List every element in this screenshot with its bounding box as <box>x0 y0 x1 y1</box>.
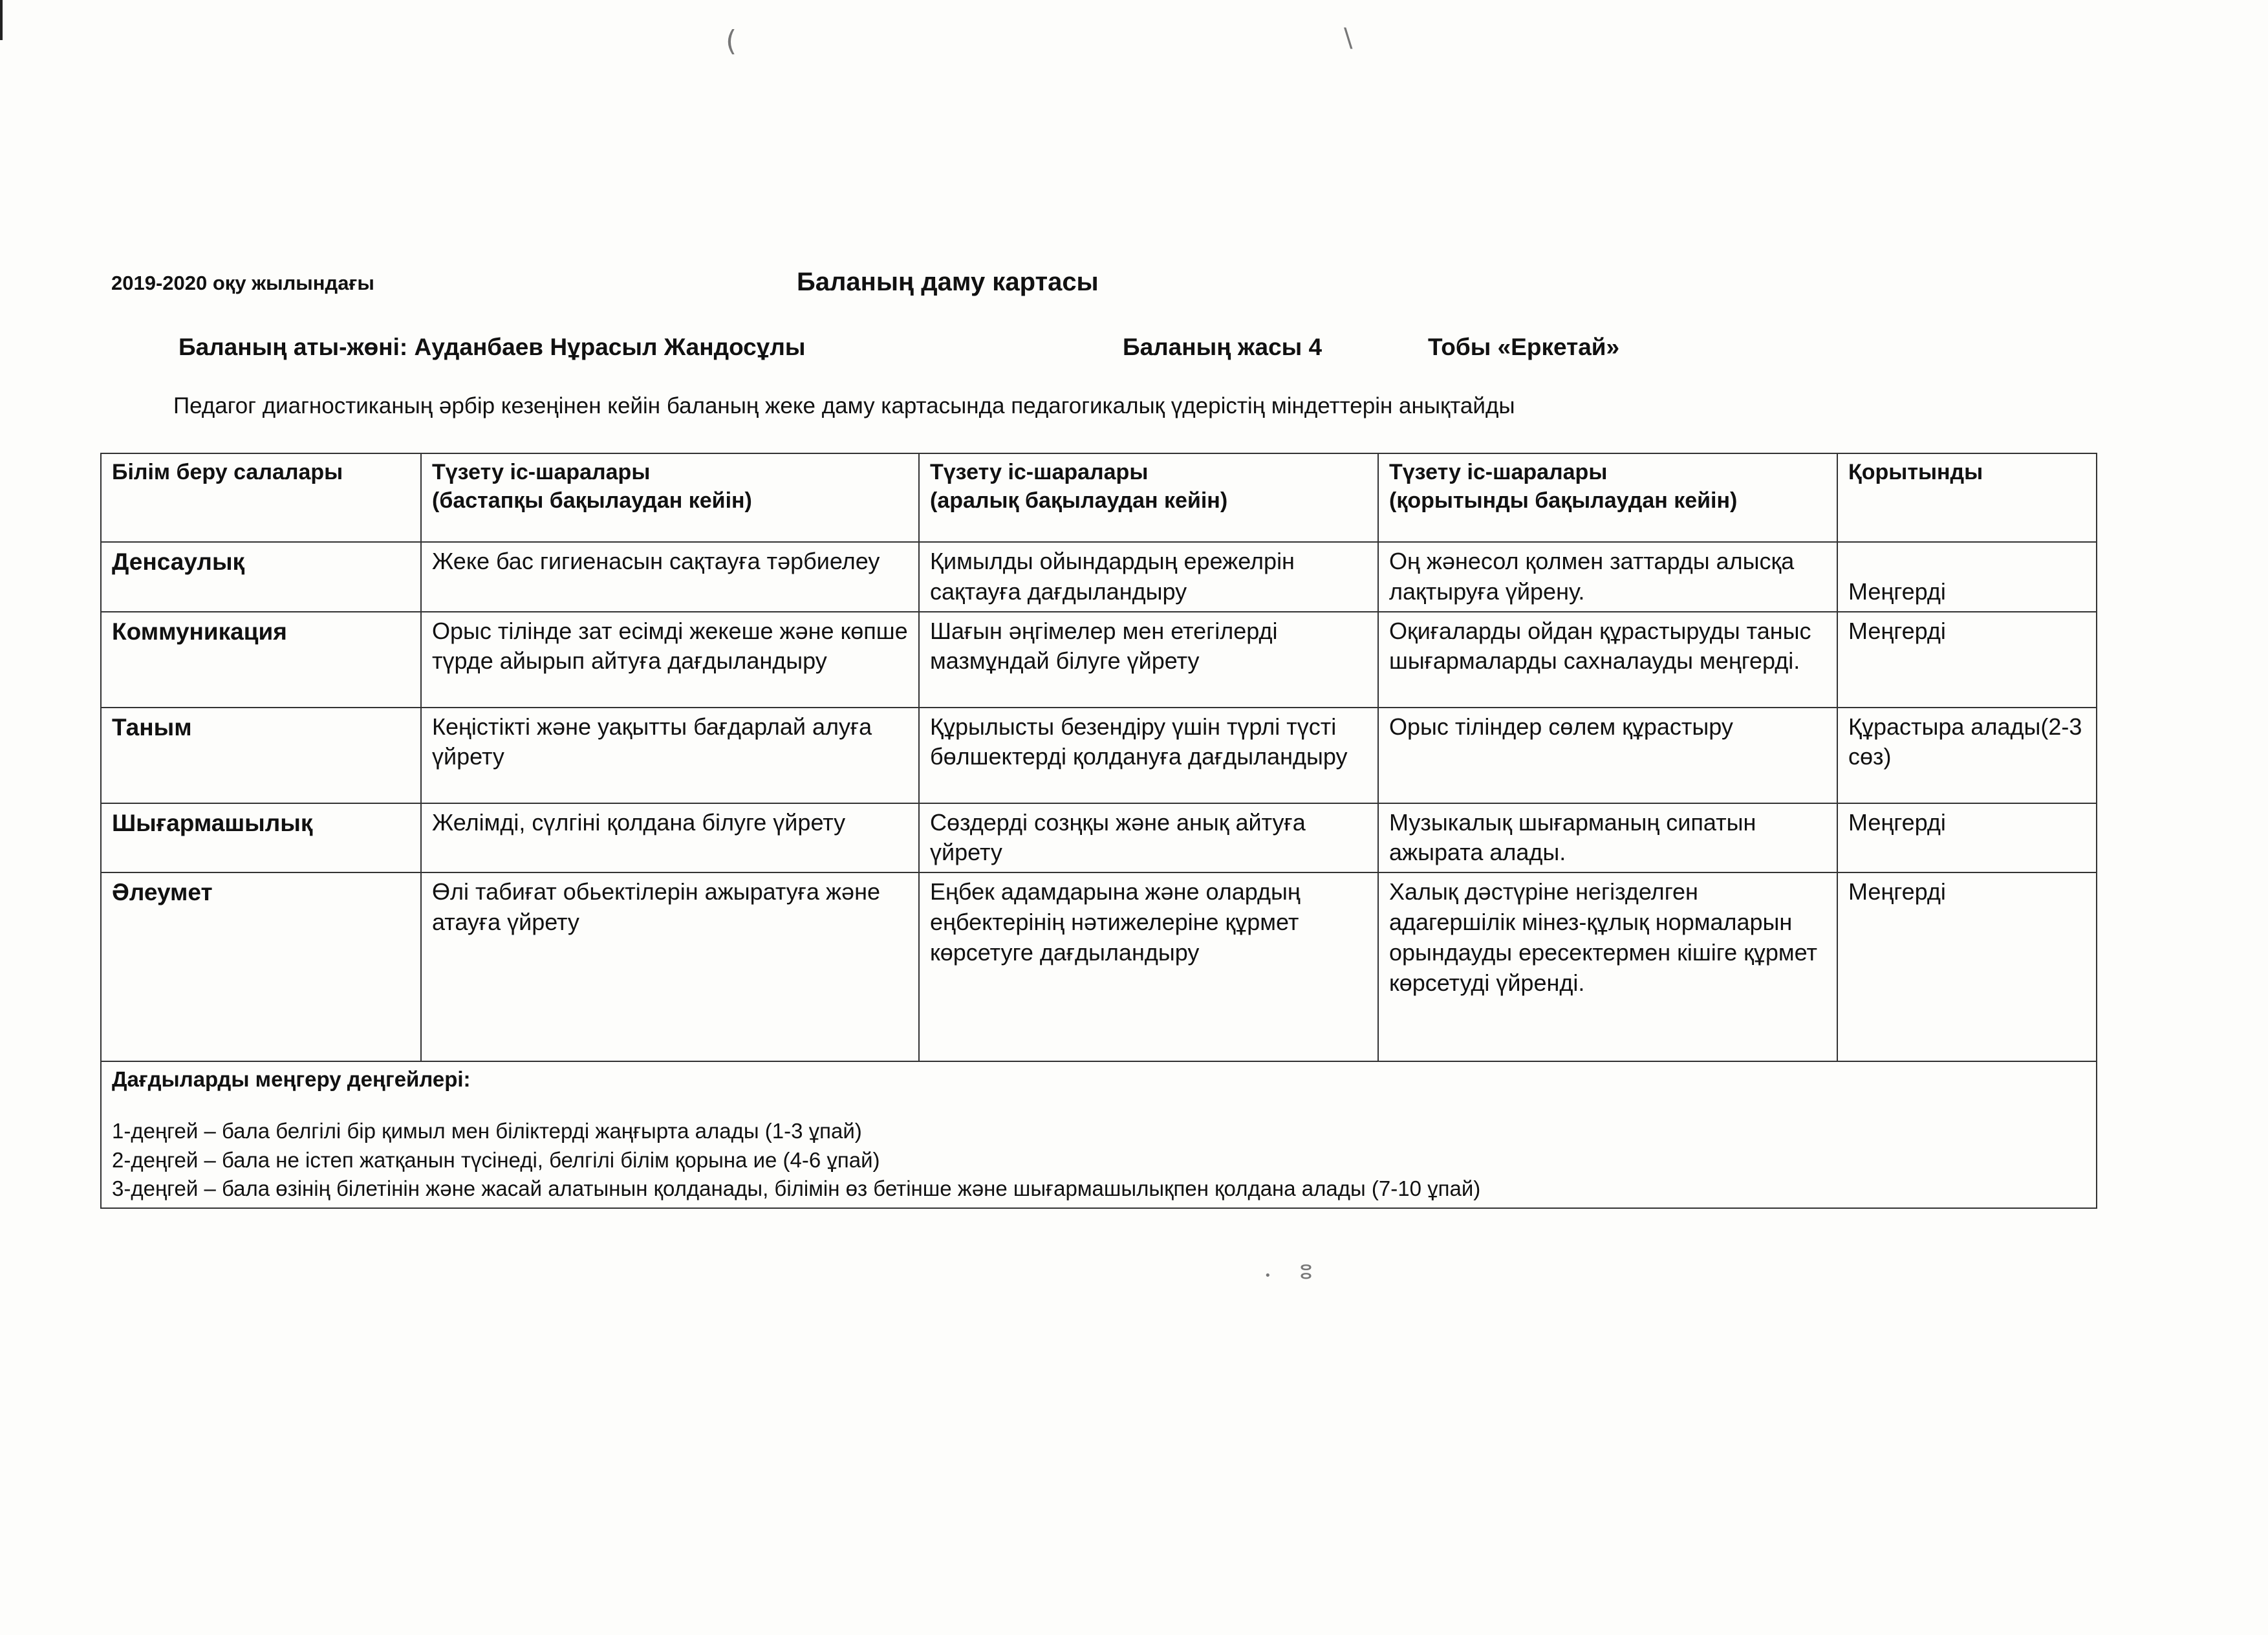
intermediate-cell: Қимылды ойындардың ережелрін сақтауға дағдыландыру <box>919 542 1378 612</box>
child-name: Баланың аты-жөні: Ауданбаев Нұрасыл Жандосұлы <box>178 334 806 360</box>
scan-speck: ⵓ <box>1300 1261 1312 1284</box>
intermediate-cell: Сөздерді созңқы және анық айтуға үйрету <box>919 803 1378 873</box>
level-item: 2-деңгей – бала не істеп жатқанын түсінеді, белгілі білім қорына ие (4-6 ұпай) <box>112 1147 880 1172</box>
development-card-table <box>100 453 2097 1209</box>
levels-title: Дағдыларды меңгеру деңгейлері: <box>112 1067 471 1092</box>
intermediate-cell: Шағын әңгімелер мен етегілерді мазмұндай білуге үйрету <box>919 612 1378 708</box>
intermediate-cell: Құрылысты безендіру үшін түрлі түсті бөлшектерді қолдануға дағдыландыру <box>919 708 1378 803</box>
result-cell: Меңгерді <box>1837 872 2097 1061</box>
table-row <box>101 708 2097 803</box>
result-cell: Меңгерді <box>1837 803 2097 873</box>
scan-edge-mark <box>0 0 3 40</box>
initial-cell: Орыс тілінде зат есімді жекеше және көпше түрде айырып айтуға дағдыландыру <box>421 612 919 708</box>
levels-cell <box>101 1061 2097 1208</box>
levels-row <box>101 1061 2097 1208</box>
scan-speck: • <box>1264 1269 1271 1283</box>
table-row <box>101 803 2097 873</box>
school-year: 2019-2020 оқу жылындағы <box>111 272 374 294</box>
scan-speck: ( <box>726 25 737 58</box>
initial-cell: Жеке бас гигиенасын сақтауға тәрбиелеу <box>421 542 919 612</box>
initial-cell: Өлі табиғат обьектілерін ажыратуға және атауға үйрету <box>421 872 919 1061</box>
document-title: Баланың даму картасы <box>797 268 1099 296</box>
header-cell: Қорытынды <box>1837 453 2097 542</box>
result-cell: Меңгерді <box>1837 612 2097 708</box>
area-cell: Шығармашылық <box>101 803 421 873</box>
level-item: 1-деңгей – бала белгілі бір қимыл мен біліктерді жаңғырта алады (1-3 ұпай) <box>112 1119 862 1143</box>
final-cell: Орыс тіліндер сөлем құрастыру <box>1378 708 1837 803</box>
intro-text: Педагог диагностиканың әрбір кезеңінен кейін баланың жеке даму картасында педагогикалық үдерістің міндеттерін анықтайды <box>173 393 1515 418</box>
table-row <box>101 872 2097 1061</box>
header-cell: Түзету іс-шаралары (аралық бақылаудан кейін) <box>919 453 1378 542</box>
level-item: 3-деңгей – бала өзінің білетінін және жасай алатынын қолданады, білімін өз бетінше және шығармашылықпен қолдана алады (7-10 ұпай) <box>112 1176 1481 1201</box>
final-cell: Оң жәнесол қолмен заттарды алысқа лақтыруға үйрену. <box>1378 542 1837 612</box>
table-header-row <box>101 453 2097 542</box>
area-cell: Әлеумет <box>101 872 421 1061</box>
area-cell: Таным <box>101 708 421 803</box>
area-cell: Коммуникация <box>101 612 421 708</box>
table-row <box>101 612 2097 708</box>
result-cell: Меңгерді <box>1837 542 2097 612</box>
result-cell: Құрастыра алады(2-3 сөз) <box>1837 708 2097 803</box>
area-cell: Денсаулық <box>101 542 421 612</box>
final-cell: Халық дәстүріне негізделген адагершілік мінез-құлық нормаларын орындауды ересектермен кішіге құрмет көрсетуді үйренді. <box>1378 872 1837 1061</box>
header-cell: Түзету іс-шаралары (қорытынды бақылаудан кейін) <box>1378 453 1837 542</box>
group-name: Тобы «Еркетай» <box>1428 334 1620 360</box>
header-cell: Білім беру салалары <box>101 453 421 542</box>
initial-cell: Желімді, сүлгіні қолдана білуге үйрету <box>421 803 919 873</box>
scan-speck: \ <box>1344 23 1353 53</box>
intermediate-cell: Еңбек адамдарына және олардың еңбектерінің нәтижелеріне құрмет көрсетуге дағдыландыру <box>919 872 1378 1061</box>
initial-cell: Кеңістікті және уақытты бағдарлай алуға үйрету <box>421 708 919 803</box>
child-age: Баланың жасы 4 <box>1123 334 1323 360</box>
header-cell: Түзету іс-шаралары (бастапқы бақылаудан кейін) <box>421 453 919 542</box>
table-row <box>101 542 2097 612</box>
final-cell: Оқиғаларды ойдан құрастыруды таныс шығармаларды сахналауды меңгерді. <box>1378 612 1837 708</box>
final-cell: Музыкалық шығарманың сипатын ажырата алады. <box>1378 803 1837 873</box>
